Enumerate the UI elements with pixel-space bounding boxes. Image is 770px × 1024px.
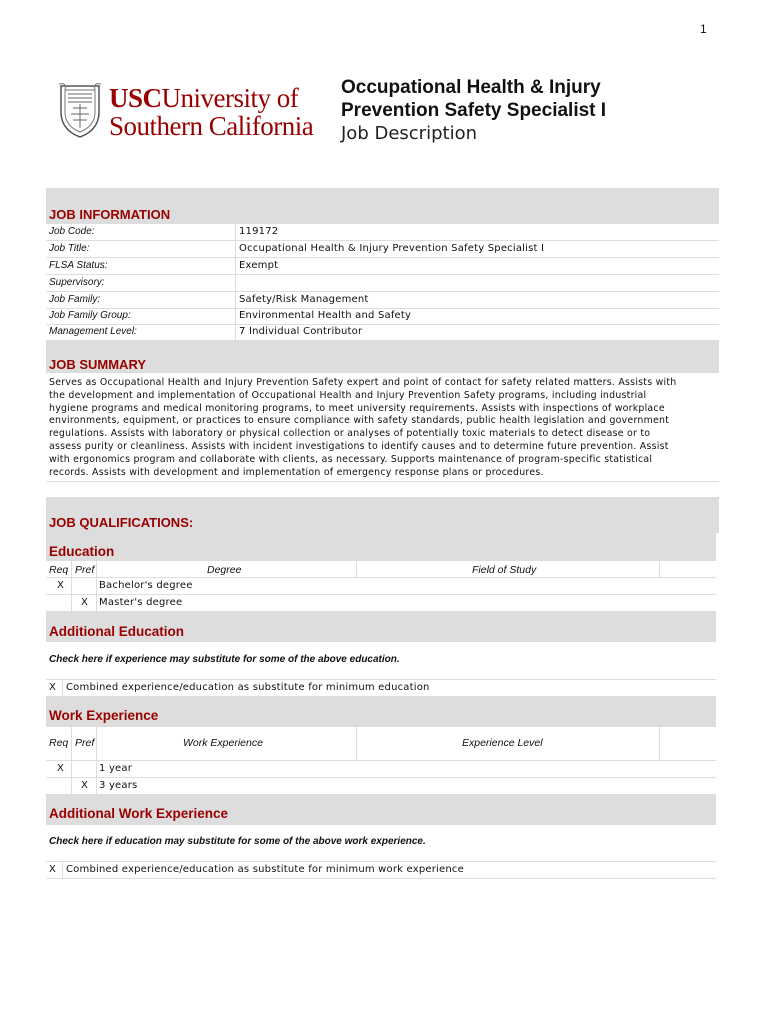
summary-line: with ergonomics program and collaborate with clients, as necessary. Supports maintenance of program-specific statistical	[49, 453, 653, 465]
job-summary-text	[49, 377, 717, 479]
work-experience-heading: Work Experience	[49, 708, 159, 723]
additional-education-text: Combined experience/education as substitute for minimum education	[66, 682, 430, 693]
additional-work-checkbox: X	[49, 864, 57, 875]
work-pref-mark: X	[81, 780, 89, 791]
additional-education-heading: Additional Education	[49, 624, 184, 639]
work-col-experience: Work Experience	[183, 737, 263, 749]
summary-line: the development and implementation of Occupational Health and Injury Prevention Safety programs, including industrial	[49, 389, 647, 401]
job-information-heading: JOB INFORMATION	[49, 207, 171, 222]
education-col-pref: Pref	[75, 564, 95, 576]
info-value: Exempt	[239, 260, 279, 271]
info-row	[46, 275, 719, 292]
info-row	[46, 258, 719, 275]
job-summary-header-band	[46, 341, 719, 373]
summary-line: hygiene programs and medical monitoring programs, to meet university requirements. Assists with inspections of workplace	[49, 402, 665, 414]
info-label: Supervisory:	[49, 277, 105, 288]
work-col-pref: Pref	[75, 737, 95, 749]
education-col-degree: Degree	[207, 564, 242, 576]
education-heading: Education	[49, 544, 115, 559]
title-line-1: Occupational Health & Injury	[341, 77, 601, 98]
summary-line: Serves as Occupational Health and Injury Prevention Safety expert and point of contact for safety related matters. Assists with	[49, 377, 677, 388]
additional-work-heading: Additional Work Experience	[49, 806, 229, 821]
logo-southern-california: Southern California	[109, 111, 314, 141]
info-row	[46, 324, 719, 341]
additional-work-text: Combined experience/education as substitute for minimum work experience	[66, 864, 464, 875]
logo-usc: USC	[109, 83, 162, 113]
work-col-level: Experience Level	[462, 737, 543, 749]
title-line-2: Prevention Safety Specialist I	[341, 100, 607, 121]
info-row	[46, 241, 719, 258]
info-label: Job Title:	[49, 243, 90, 254]
qualifications-heading: JOB QUALIFICATIONS:	[49, 515, 194, 530]
summary-line: assess purity or cleanliness. Assists with incident investigations to identify causes and to determine future prevention. Assist	[49, 440, 669, 452]
info-row	[46, 224, 719, 241]
info-label: Job Code:	[49, 226, 95, 237]
document-title	[341, 76, 606, 122]
usc-logo	[57, 82, 327, 142]
education-col-field: Field of Study	[472, 564, 537, 576]
page-number: 1	[700, 22, 707, 36]
info-value: 119172	[239, 226, 279, 237]
work-experience-value: 3 years	[99, 780, 138, 791]
summary-line: environments, equipment, or practices to ensure compliance with safety standards, public health legislation and government	[49, 415, 670, 427]
education-req-mark: X	[57, 580, 65, 591]
info-row	[46, 308, 719, 325]
education-degree: Bachelor's degree	[99, 580, 193, 591]
education-header-band	[46, 533, 716, 561]
info-label: FLSA Status:	[49, 260, 108, 271]
info-value: Environmental Health and Safety	[239, 310, 412, 321]
info-value: Occupational Health & Injury Prevention Safety Specialist I	[239, 243, 545, 254]
education-degree: Master's degree	[99, 597, 183, 608]
education-col-req: Req	[49, 564, 69, 576]
additional-education-checkbox: X	[49, 682, 57, 693]
work-req-mark: X	[57, 763, 65, 774]
info-label: Job Family:	[49, 294, 101, 305]
info-label: Job Family Group:	[49, 310, 131, 321]
job-summary-heading: JOB SUMMARY	[49, 357, 147, 372]
info-label: Management Level:	[49, 326, 137, 337]
additional-education-note: Check here if experience may substitute for some of the above education.	[49, 654, 400, 665]
usc-seal-icon	[57, 82, 103, 138]
info-value: Safety/Risk Management	[239, 294, 369, 305]
summary-line: records. Assists with development and implementation of emergency response plans or procedures.	[49, 466, 544, 478]
education-pref-mark: X	[81, 597, 89, 608]
summary-line: regulations. Assists with laboratory or physical collection or analyses of potentially toxic materials to detect disease or to	[49, 428, 651, 440]
additional-work-note: Check here if education may substitute for some of the above work experience.	[49, 836, 426, 847]
info-row	[46, 292, 719, 309]
work-col-req: Req	[49, 737, 69, 749]
document-subtitle: Job Description	[341, 123, 477, 144]
logo-university: University of	[161, 83, 299, 113]
work-experience-value: 1 year	[99, 763, 133, 774]
info-value: 7 Individual Contributor	[239, 326, 363, 337]
